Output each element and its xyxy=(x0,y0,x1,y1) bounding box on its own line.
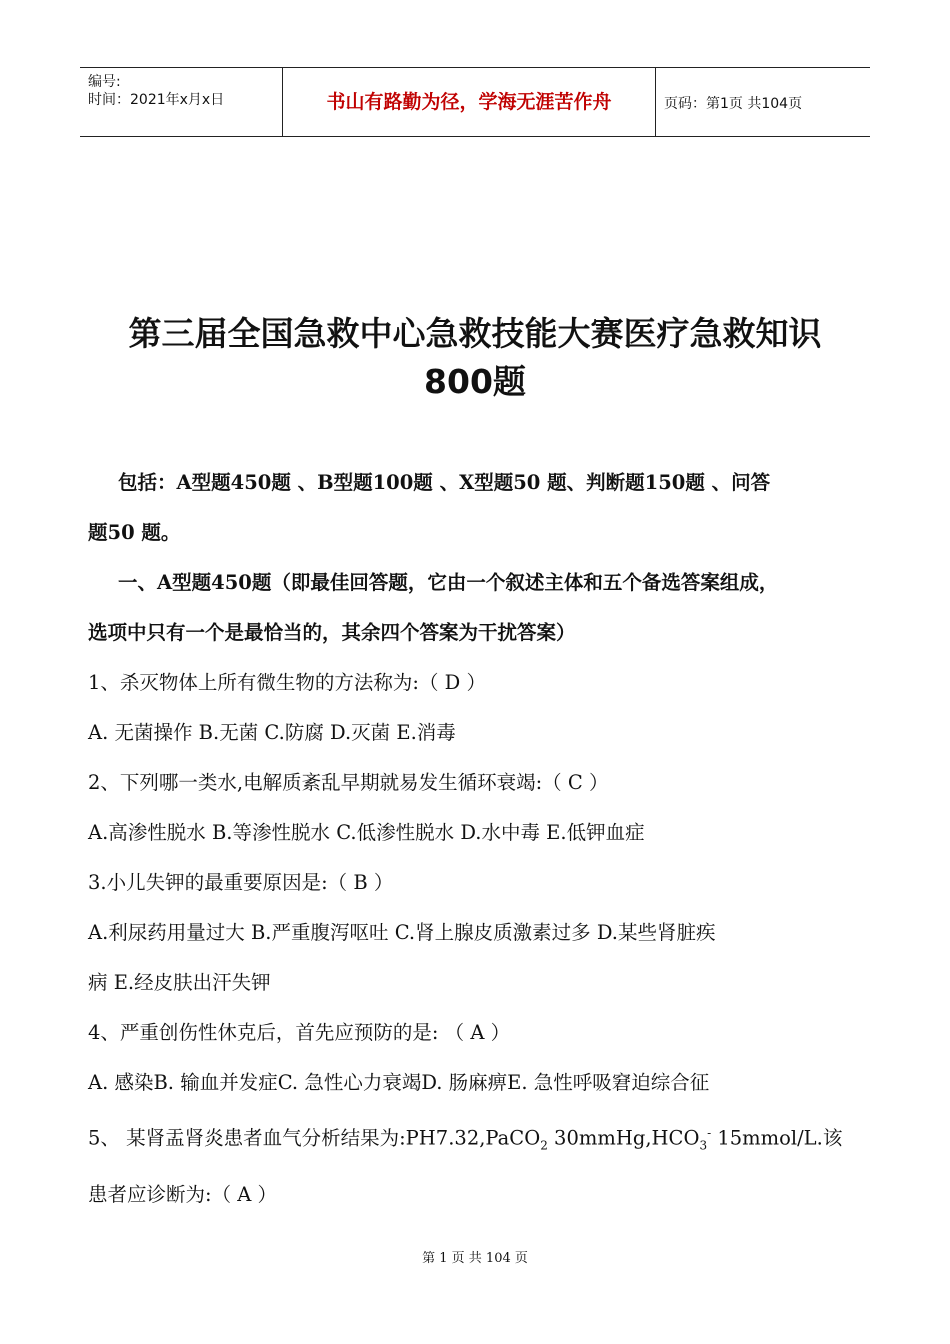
question-5-line-2: 患者应诊断为:（ A ） xyxy=(88,1183,278,1207)
title-line-2: 800题 xyxy=(424,362,526,401)
intro-line-1: 包括：A型题450题 、B型题100题 、X型题50 题、判断题150题 、问答 xyxy=(118,471,771,494)
motto: 书山有路勤为径，学海无涯苦作舟 xyxy=(326,91,612,113)
section-line-1: 一、A型题450题（即最佳回答题，它由一个叙述主体和五个备选答案组成， xyxy=(118,571,779,594)
section-heading xyxy=(88,558,868,658)
code-label: 编号: xyxy=(88,74,121,90)
q5-prefix: 5、 某肾盂肾炎患者血气分析结果为:PH7.32,PaCO xyxy=(88,1126,541,1150)
q5-sub1: 2 xyxy=(540,1138,548,1153)
question-1-options: A. 无菌操作 B.无菌 C.防腐 D.灭菌 E.消毒 xyxy=(88,721,456,744)
question-2: 2、下列哪一类水,电解质紊乱早期就易发生循环衰竭:（ C ） xyxy=(88,771,609,794)
header-motto-cell xyxy=(283,68,656,136)
question-5 xyxy=(88,1108,868,1170)
question-list xyxy=(88,658,868,1220)
page-info: 页码：第1页 共104页 xyxy=(664,96,803,112)
title-line-1: 第三届全国急救中心急救技能大赛医疗急救知识 xyxy=(128,314,822,353)
document-title xyxy=(0,310,950,406)
question-2-options: A.高渗性脱水 B.等渗性脱水 C.低渗性脱水 D.水中毒 E.低钾血症 xyxy=(88,821,645,844)
q5-suffix: 15mmol/L.该 xyxy=(711,1126,843,1150)
question-3: 3.小儿失钾的最重要原因是:（ B ） xyxy=(88,871,394,894)
page-footer: 第 1 页 共 104 页 xyxy=(422,1251,528,1266)
intro-paragraph xyxy=(88,458,868,558)
question-1: 1、杀灭物体上所有微生物的方法称为:（ D ） xyxy=(88,671,487,694)
question-4-options: A. 感染B. 输血并发症C. 急性心力衰竭D. 肠麻痹E. 急性呼吸窘迫综合征 xyxy=(88,1071,710,1094)
header-page-cell xyxy=(656,68,870,136)
q5-sup: - xyxy=(707,1126,712,1140)
time-label: 时间：2021年x月x日 xyxy=(88,92,225,108)
page-header xyxy=(80,67,870,137)
question-3-options-cont: 病 E.经皮肤出汗失钾 xyxy=(88,971,271,994)
question-4: 4、严重创伤性休克后，首先应预防的是: （ A ） xyxy=(88,1021,511,1044)
q5-sub2: 3 xyxy=(699,1138,708,1153)
intro-line-2: 题50 题。 xyxy=(88,521,181,544)
header-meta-cell xyxy=(80,68,283,136)
section-line-2: 选项中只有一个是最恰当的，其余四个答案为干扰答案） xyxy=(88,621,576,644)
q5-mid: 30mmHg,HCO xyxy=(547,1126,700,1150)
question-3-options: A.利尿药用量过大 B.严重腹泻呕吐 C.肾上腺皮质激素过多 D.某些肾脏疾 xyxy=(88,921,716,944)
